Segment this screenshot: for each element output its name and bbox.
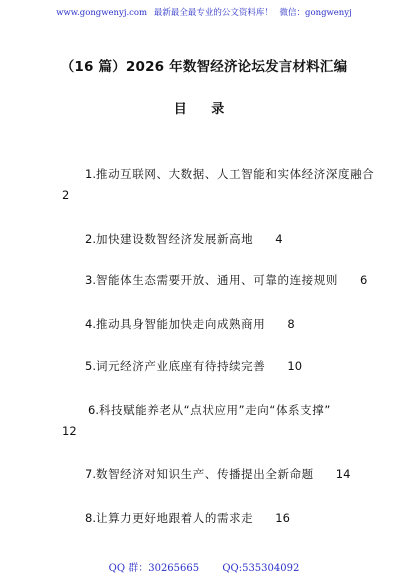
document-title: （16 篇）2026 年数智经济论坛发言材料汇编 xyxy=(60,59,348,75)
toc-item-5[interactable] xyxy=(85,358,302,374)
toc-item-4[interactable] xyxy=(85,316,295,332)
toc-item-text: 数智经济对知识生产、传播提出全新命题 xyxy=(95,467,314,481)
toc-item-number: 6. xyxy=(88,403,99,417)
toc-item-3[interactable] xyxy=(85,272,367,288)
toc-item-page: 6 xyxy=(359,273,368,287)
toc-item-6[interactable] xyxy=(88,402,331,418)
site-header xyxy=(0,6,408,24)
toc-item-text: 让算力更好地跟着人的需求走 xyxy=(95,511,254,525)
toc-item-number: 3. xyxy=(85,273,96,287)
site-footer xyxy=(0,559,408,574)
toc-item-2[interactable] xyxy=(85,231,283,247)
toc-item-number: 2. xyxy=(85,232,96,246)
toc-item-page: 10 xyxy=(287,359,303,373)
toc-item-page: 2 xyxy=(62,188,70,202)
footer-qq: QQ:535304092 xyxy=(222,563,300,574)
toc-item-page: 16 xyxy=(275,511,290,525)
toc-item-text: 科技赋能养老从“点状应用”走向“体系支撑” xyxy=(98,403,331,417)
toc-item-page: 12 xyxy=(62,424,77,438)
toc-item-number: 4. xyxy=(85,317,96,331)
toc-item-8[interactable] xyxy=(85,510,290,526)
toc-item-number: 7. xyxy=(85,467,96,481)
toc-item-number: 5. xyxy=(85,359,96,373)
toc-item-number: 8. xyxy=(85,511,96,525)
footer-qq-group: QQ 群：30265665 xyxy=(108,563,200,574)
toc-item-7[interactable] xyxy=(85,466,350,482)
website-link[interactable]: www.gongwenyj.com xyxy=(56,8,148,18)
toc-item-1[interactable] xyxy=(85,166,374,182)
toc-item-page: 4 xyxy=(275,232,283,246)
toc-item-text: 智能体生态需要开放、通用、可靠的连接规则 xyxy=(95,273,338,287)
toc-item-page: 14 xyxy=(335,467,351,481)
toc-item-text: 词元经济产业底座有待持续完善 xyxy=(95,359,266,373)
toc-item-page: 8 xyxy=(287,317,295,331)
header-slogan: 最新最全最专业的公文资料库！ xyxy=(153,8,273,18)
toc-item-text: 推动具身智能加快走向成熟商用 xyxy=(95,317,266,331)
toc-item-text: 推动互联网、大数据、人工智能和实体经济深度融合 xyxy=(95,167,375,181)
toc-heading: 目 录 xyxy=(173,102,235,117)
header-wechat: 微信：gongwenyj xyxy=(279,8,352,18)
toc-item-number: 1. xyxy=(85,167,96,181)
toc-item-text: 加快建设数智经济发展新高地 xyxy=(95,232,254,246)
